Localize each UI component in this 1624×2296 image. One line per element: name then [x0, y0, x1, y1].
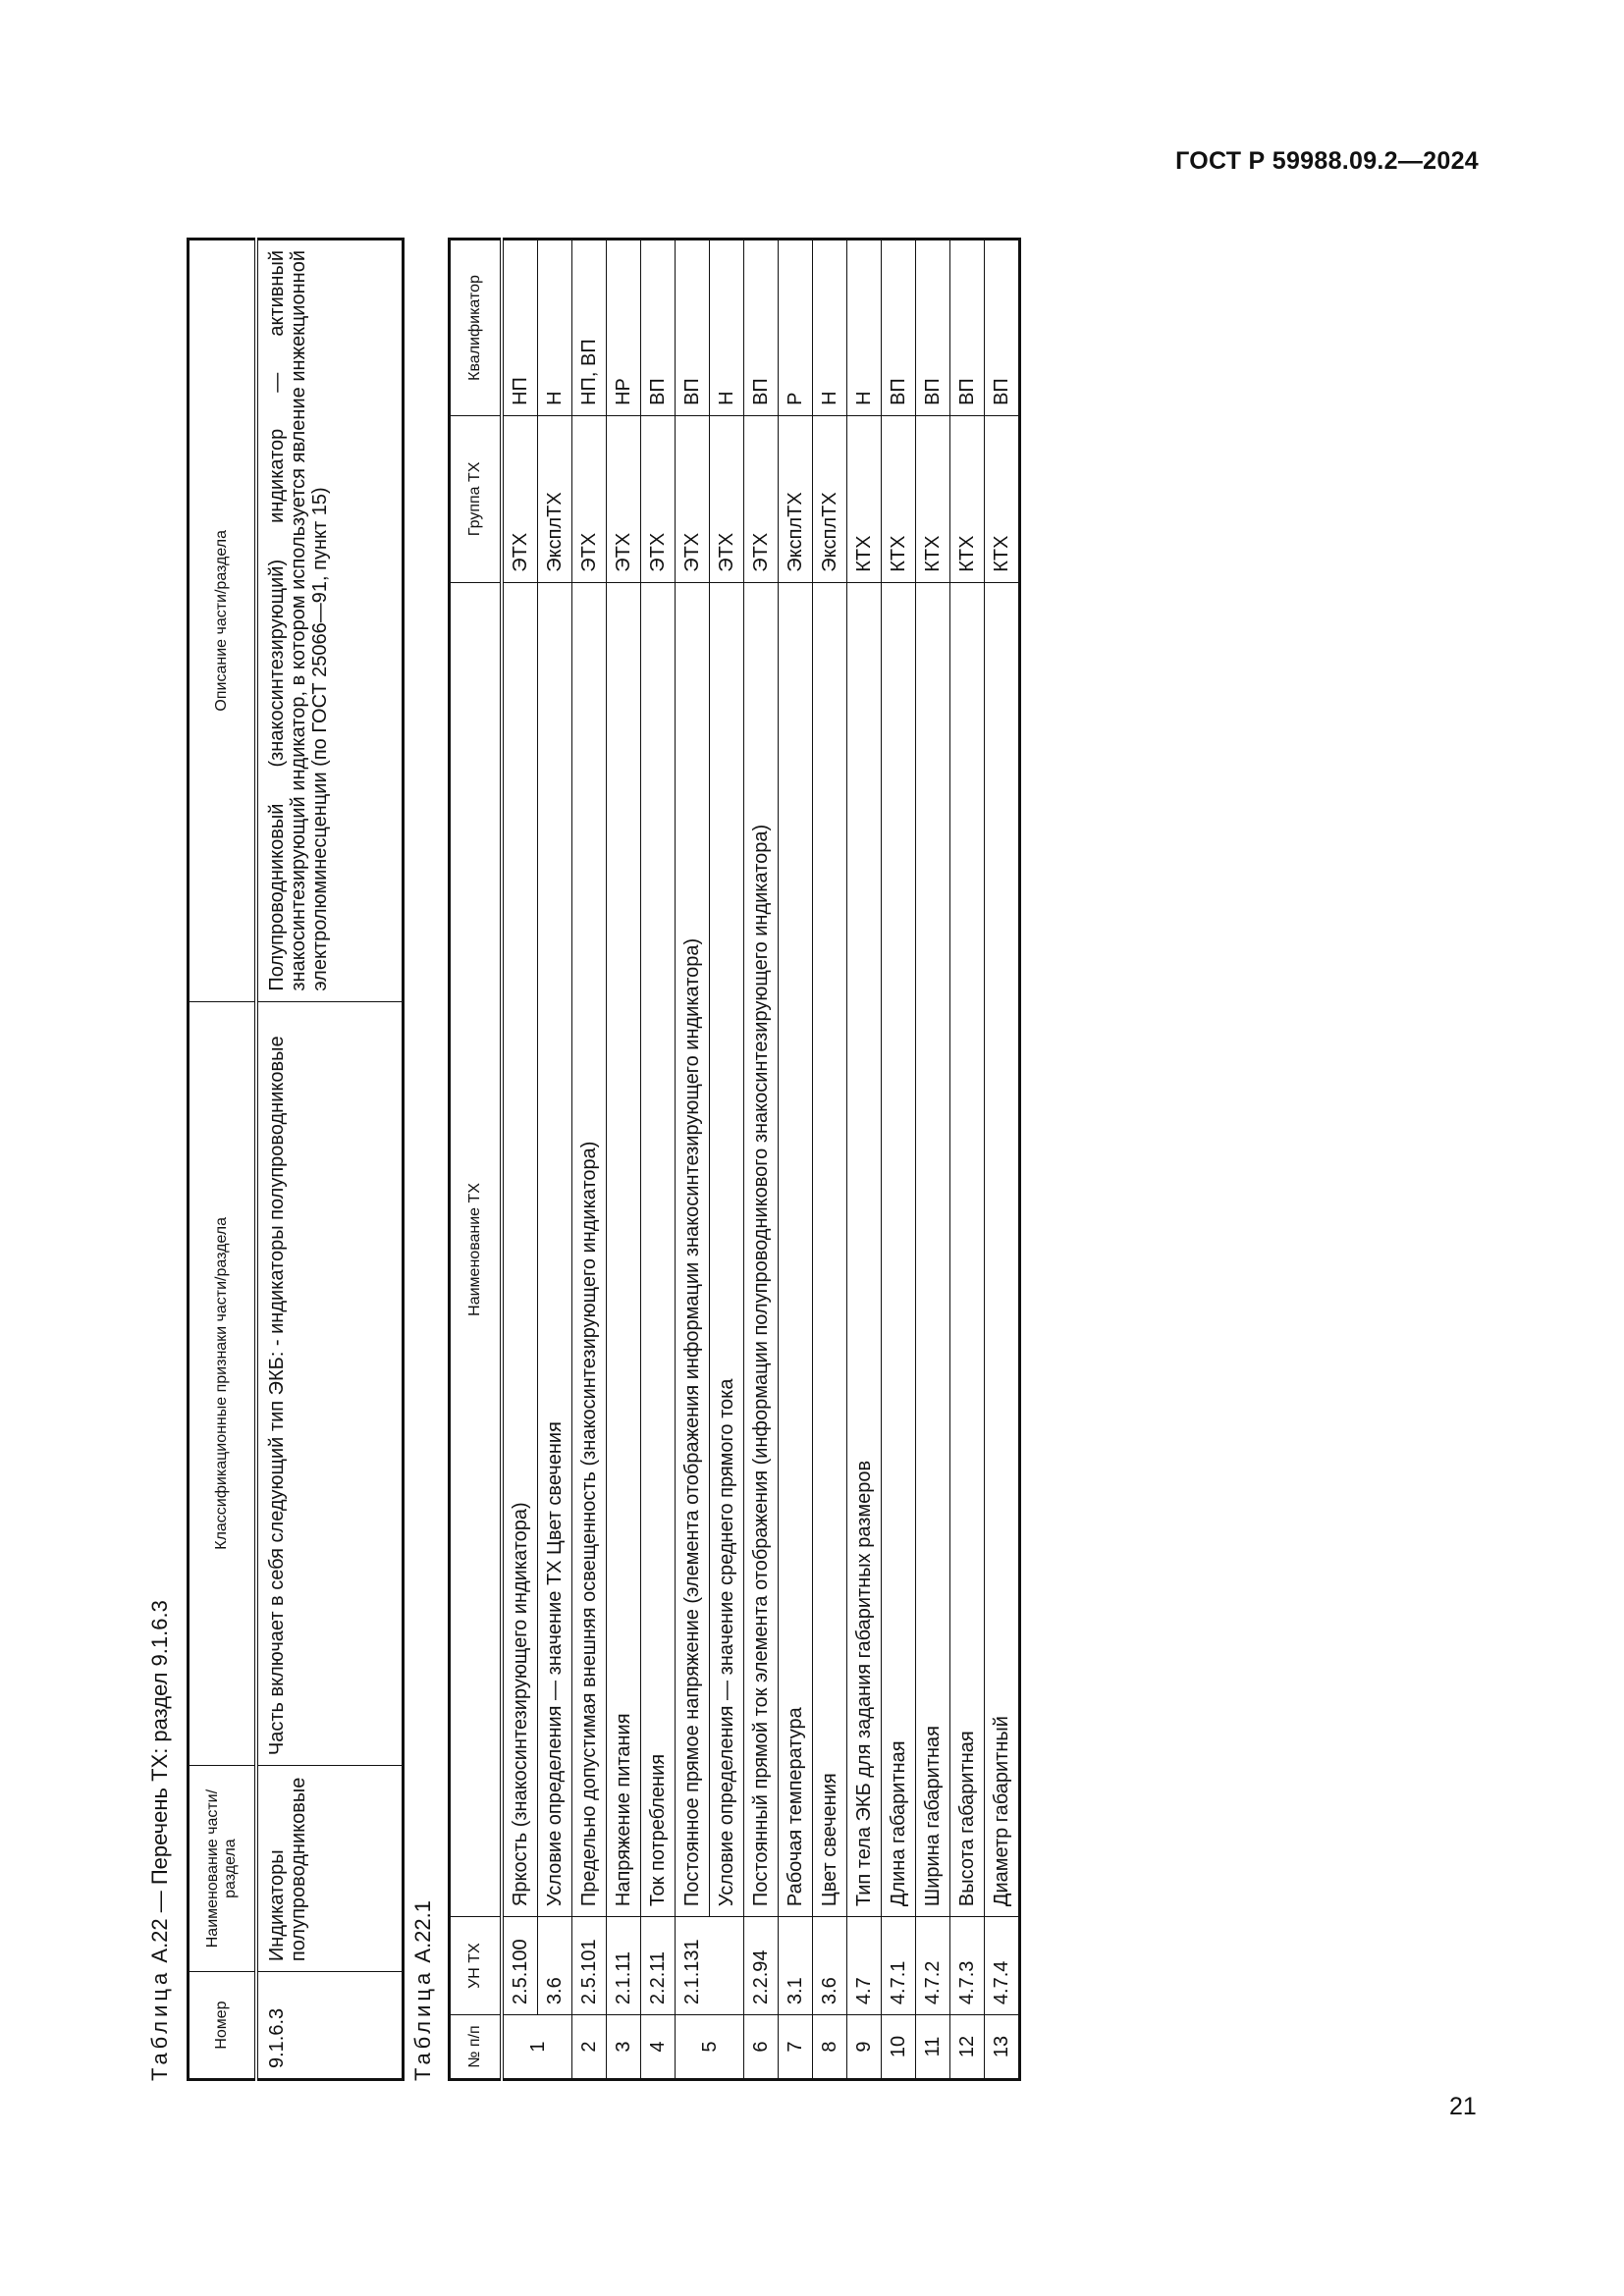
cell-group: КТХ	[847, 415, 882, 582]
cell-qualifier: Н	[710, 240, 744, 416]
document-header-title: ГОСТ Р 59988.09.2—2024	[1175, 147, 1479, 175]
cell-qualifier: ВП	[916, 240, 950, 416]
cell-characteristic-name: Диаметр габаритный	[985, 582, 1020, 1916]
table-a22-1-header-row	[450, 240, 503, 2080]
cell-row-number: 10	[882, 2015, 916, 2080]
cell-qualifier: Н	[847, 240, 882, 416]
cell-characteristic-name: Длина габаритная	[882, 582, 916, 1916]
header-group: Группа ТХ	[450, 415, 503, 582]
table-a22-1-caption-prefix: Таблица	[410, 1968, 435, 2081]
table-row	[676, 240, 710, 2080]
table-row	[256, 240, 404, 2080]
cell-code: 2.1.11	[607, 1917, 641, 2015]
table-row	[744, 240, 779, 2080]
table-row	[813, 240, 847, 2080]
cell-code: 3.6	[813, 1917, 847, 2015]
cell-part-name: Индикаторы полупроводниковые	[256, 1766, 404, 1972]
cell-characteristic-name: Высота габаритная	[950, 582, 985, 1916]
cell-characteristic-name: Тип тела ЭКБ для задания габаритных размеров	[847, 582, 882, 1916]
table-row	[502, 240, 538, 2080]
header-qualifier: Квалификатор	[450, 240, 503, 416]
header-row-number: № п/п	[450, 2015, 503, 2080]
cell-characteristic-name: Цвет свечения	[813, 582, 847, 1916]
cell-row-number: 2	[572, 2015, 607, 2080]
cell-characteristic-name: Яркость (знакосинтезирующего индикатора)	[502, 582, 538, 1916]
table-row	[538, 240, 572, 2080]
table-a22	[187, 238, 405, 2081]
cell-characteristic-name: Условие определения — значение ТХ Цвет свечения	[538, 582, 572, 1916]
cell-row-number: 5	[676, 2015, 744, 2080]
cell-classification: Часть включает в себя следующий тип ЭКБ: - индикаторы полупроводниковые	[256, 1001, 404, 1765]
cell-qualifier: ВП	[985, 240, 1020, 416]
header-number: Номер	[189, 1972, 257, 2080]
cell-code: 3.6	[538, 1917, 572, 2015]
table-a22-1-caption-text: А.22.1	[410, 1900, 435, 1963]
cell-group: ЭксплТХ	[813, 415, 847, 582]
table-row	[710, 240, 744, 2080]
cell-code: 4.7.2	[916, 1917, 950, 2015]
cell-group: ЭксплТХ	[538, 415, 572, 582]
cell-qualifier: Н	[813, 240, 847, 416]
cell-characteristic-name: Постоянное прямое напряжение (элемента отображения информации знакосинтезирующего индикатора)	[676, 582, 710, 1916]
cell-row-number: 9	[847, 2015, 882, 2080]
header-description: Описание части/раздела	[189, 240, 257, 1002]
cell-code: 4.7.4	[985, 1917, 1020, 2015]
cell-qualifier: НП	[502, 240, 538, 416]
cell-code: 3.1	[779, 1917, 813, 2015]
table-a22-1	[448, 238, 1021, 2081]
cell-row-number: 7	[779, 2015, 813, 2080]
table-row	[641, 240, 676, 2080]
table-row	[572, 240, 607, 2080]
cell-characteristic-name: Условие определения — значение среднего прямого тока	[710, 582, 744, 1916]
cell-code: 4.7.3	[950, 1917, 985, 2015]
header-characteristic-name: Наименование ТХ	[450, 582, 503, 1916]
cell-row-number: 6	[744, 2015, 779, 2080]
cell-code: 2.5.101	[572, 1917, 607, 2015]
cell-characteristic-name: Предельно допустимая внешняя освещенность (знакосинтезирующего индикатора)	[572, 582, 607, 1916]
cell-code: 2.2.94	[744, 1917, 779, 2015]
cell-group: ЭТХ	[641, 415, 676, 582]
cell-qualifier: НР	[607, 240, 641, 416]
cell-qualifier: ВП	[641, 240, 676, 416]
cell-group: ЭТХ	[744, 415, 779, 582]
cell-code: 4.7.1	[882, 1917, 916, 2015]
cell-characteristic-name: Ширина габаритная	[916, 582, 950, 1916]
header-code: УН ТХ	[450, 1917, 503, 2015]
cell-qualifier: ВП	[882, 240, 916, 416]
cell-code: 4.7	[847, 1917, 882, 2015]
cell-qualifier: НП, ВП	[572, 240, 607, 416]
table-a22-caption-prefix: Таблица	[147, 1968, 172, 2081]
rotated-content	[147, 216, 1286, 2081]
page-number: 21	[1449, 2093, 1477, 2120]
cell-row-number: 1	[502, 2015, 572, 2080]
cell-qualifier: Р	[779, 240, 813, 416]
cell-group: ЭТХ	[607, 415, 641, 582]
cell-row-number: 4	[641, 2015, 676, 2080]
cell-group: ЭТХ	[572, 415, 607, 582]
table-row	[985, 240, 1020, 2080]
cell-characteristic-name: Ток потребления	[641, 582, 676, 1916]
table-row	[882, 240, 916, 2080]
cell-group: КТХ	[950, 415, 985, 582]
cell-qualifier: ВП	[676, 240, 710, 416]
cell-group: ЭксплТХ	[779, 415, 813, 582]
table-a22-header-row	[189, 240, 257, 2080]
cell-row-number: 8	[813, 2015, 847, 2080]
table-a22-1-caption	[410, 1900, 436, 2081]
cell-group: КТХ	[985, 415, 1020, 582]
table-row	[779, 240, 813, 2080]
table-row	[916, 240, 950, 2080]
cell-row-number: 11	[916, 2015, 950, 2080]
cell-characteristic-name: Рабочая температура	[779, 582, 813, 1916]
cell-description: Полупроводниковый (знакосинтезирующий) индикатор — активный знакосинтезирующий индикатор, в котором используется явление инжекционной электролюминесценции (по ГОСТ 25066—91, пункт 15)	[256, 240, 404, 1002]
table-row	[607, 240, 641, 2080]
cell-characteristic-name: Напряжение питания	[607, 582, 641, 1916]
cell-code: 2.1.131	[676, 1917, 744, 2015]
cell-row-number: 3	[607, 2015, 641, 2080]
header-part-name: Наименование части/раздела	[189, 1766, 257, 1972]
cell-group: ЭТХ	[676, 415, 710, 582]
cell-group: ЭТХ	[502, 415, 538, 582]
cell-qualifier: ВП	[744, 240, 779, 416]
cell-group: КТХ	[916, 415, 950, 582]
cell-code: 2.2.11	[641, 1917, 676, 2015]
cell-qualifier: ВП	[950, 240, 985, 416]
cell-row-number: 13	[985, 2015, 1020, 2080]
cell-qualifier: Н	[538, 240, 572, 416]
cell-number: 9.1.6.3	[256, 1972, 404, 2080]
cell-group: ЭТХ	[710, 415, 744, 582]
cell-code: 2.5.100	[502, 1917, 538, 2015]
table-a22-caption-text: А.22 — Перечень ТХ: раздел 9.1.6.3	[147, 1600, 172, 1963]
cell-row-number: 12	[950, 2015, 985, 2080]
cell-characteristic-name: Постоянный прямой ток элемента отображения (информации полупроводникового знакосинтезирующего индикатора)	[744, 582, 779, 1916]
table-row	[847, 240, 882, 2080]
table-a22-caption	[147, 1600, 173, 2081]
table-row	[950, 240, 985, 2080]
header-classification: Классификационные признаки части/раздела	[189, 1001, 257, 1765]
cell-group: КТХ	[882, 415, 916, 582]
